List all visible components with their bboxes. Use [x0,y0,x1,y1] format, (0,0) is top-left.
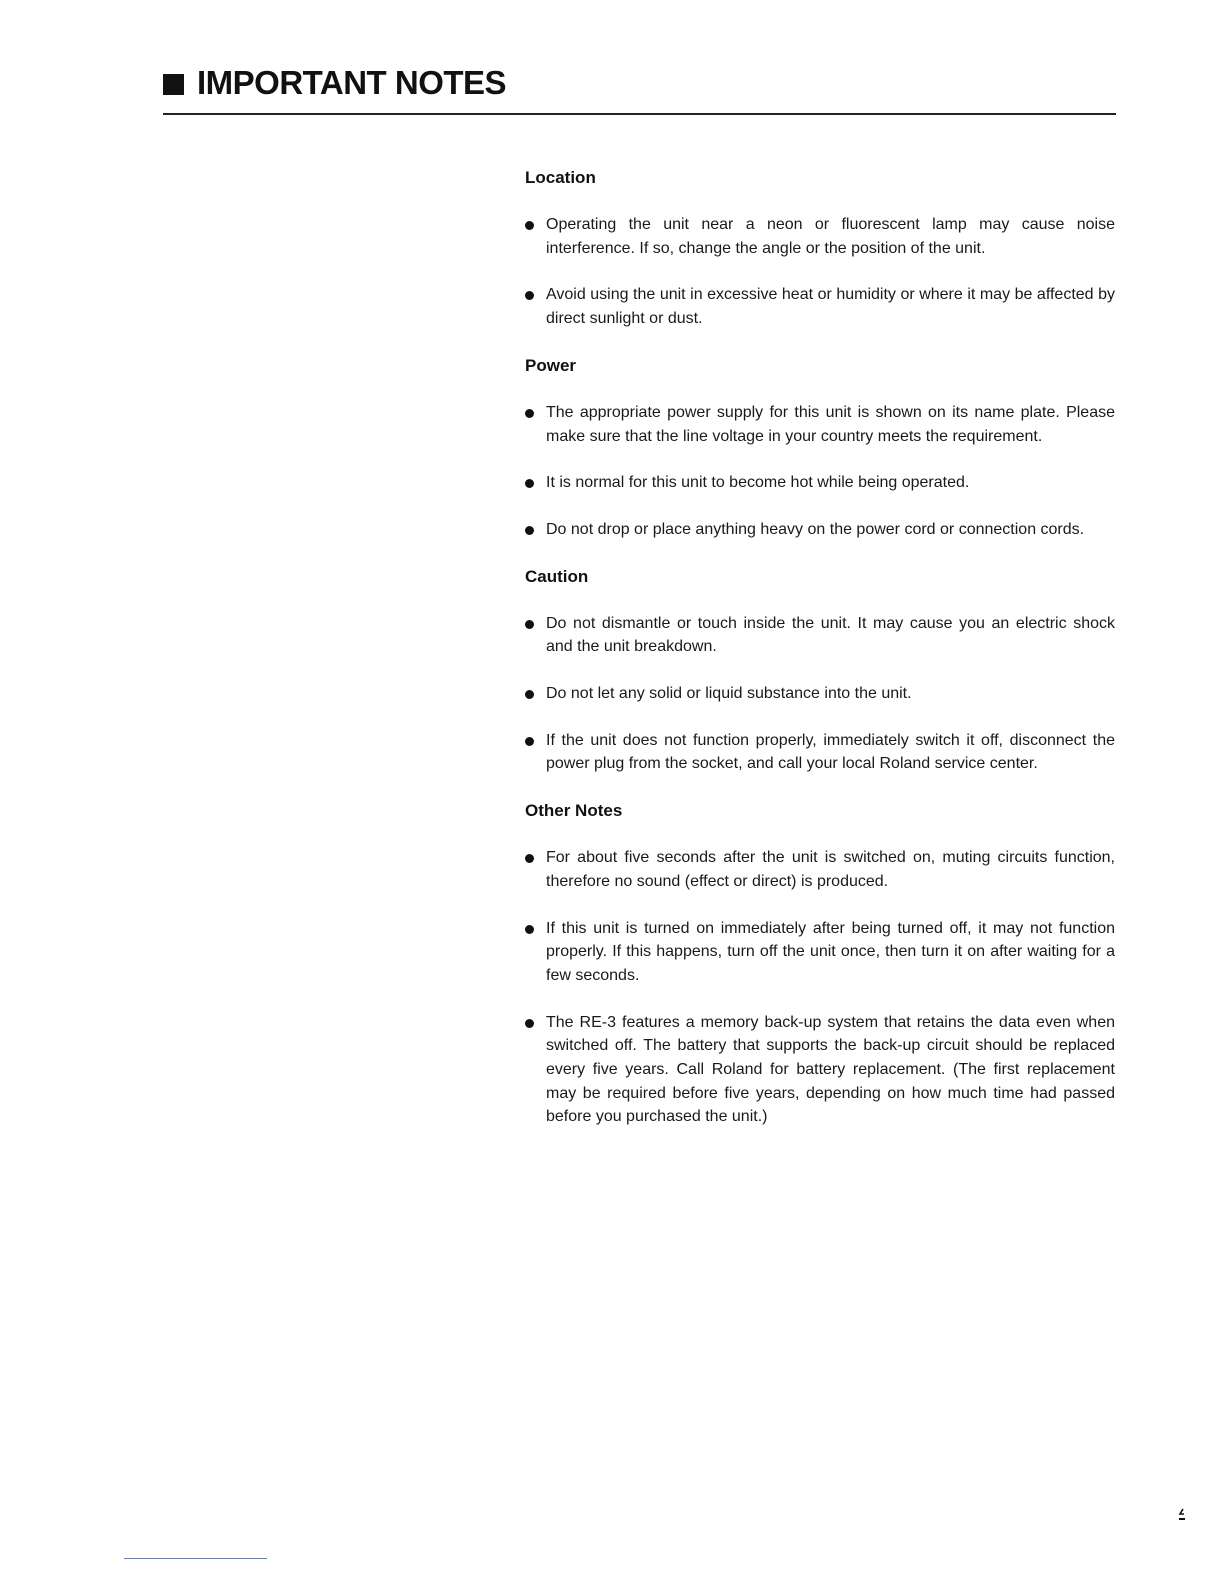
section-heading: Location [525,168,596,187]
list-item [525,471,1115,495]
bullet-list [525,401,1115,542]
list-item-text: It is normal for this unit to become hot while being operated. [546,474,970,492]
list-item-text: The RE-3 features a memory back-up system that retains the data even when switched off. The battery that supports the back-up circuit should be replaced every five years. Call Roland for battery replacement. (The first replacement may be required before five years, depending on how much time had passed before you purchased the unit.) [546,1013,1115,1126]
list-item [525,518,1115,542]
list-item [525,612,1115,659]
list-item-text: Operating the unit near a neon or fluorescent lamp may cause noise interference. If so, change the angle or the position of the unit. [546,216,1115,257]
list-item-text: The appropriate power supply for this unit is shown on its name plate. Please make sure that the line voltage in your country meets the requirement. [546,403,1115,445]
list-item-text: Do not let any solid or liquid substance into the unit. [546,685,912,703]
list-item-text: Avoid using the unit in excessive heat or humidity or where it may be affected by direct sunlight or dust. [546,286,1115,328]
list-item [525,283,1115,330]
list-item-text: If this unit is turned on immediately after being turned off, it may not function properly. If this happens, turn off the unit once, then turn it on after waiting for a few seconds. [546,919,1115,984]
bullet-dot-icon [525,737,534,746]
page-number-mark [1178,1508,1186,1522]
list-item [525,729,1115,776]
bullet-dot-icon [525,479,534,488]
bullet-list [525,213,1115,331]
section-heading: Caution [525,566,589,586]
list-item [525,401,1115,448]
page-header [163,62,1116,118]
section-power [525,354,1115,542]
notes-content [525,166,1115,1152]
bullet-list [525,612,1115,777]
bullet-dot-icon [525,925,534,934]
list-item [525,682,1115,706]
header-rule [163,113,1116,115]
bullet-dot-icon [525,1019,534,1028]
list-item-text: Do not dismantle or touch inside the unit. It may cause you an electric shock and the unit breakdown. [546,614,1115,656]
list-item-text: If the unit does not function properly, immediately switch it off, disconnect the power plug from the socket, and call your local Roland service center. [546,731,1115,773]
section-heading: Other Notes [525,801,623,821]
list-item [525,917,1115,988]
list-item [525,1011,1115,1130]
bottom-rule [124,1558,267,1559]
bullet-dot-icon [525,854,534,863]
bullet-dot-icon [525,620,534,629]
bullet-dot-icon [525,526,534,535]
section-caution [525,565,1115,777]
section-other-notes [525,799,1115,1129]
list-item-text: For about five seconds after the unit is switched on, muting circuits function, therefore no sound (effect or direct) is produced. [546,849,1115,890]
bullet-dot-icon [525,291,534,300]
bullet-dot-icon [525,409,534,418]
header-square-bullet [163,74,184,95]
list-item-text: Do not drop or place anything heavy on the power cord or connection cords. [546,520,1085,538]
bullet-list [525,846,1115,1129]
section-heading: Power [525,355,577,375]
bullet-dot-icon [525,221,534,230]
section-location [525,166,1115,331]
list-item [525,213,1115,260]
list-item [525,846,1115,893]
bullet-dot-icon [525,690,534,699]
page-title: IMPORTANT NOTES [197,64,507,101]
